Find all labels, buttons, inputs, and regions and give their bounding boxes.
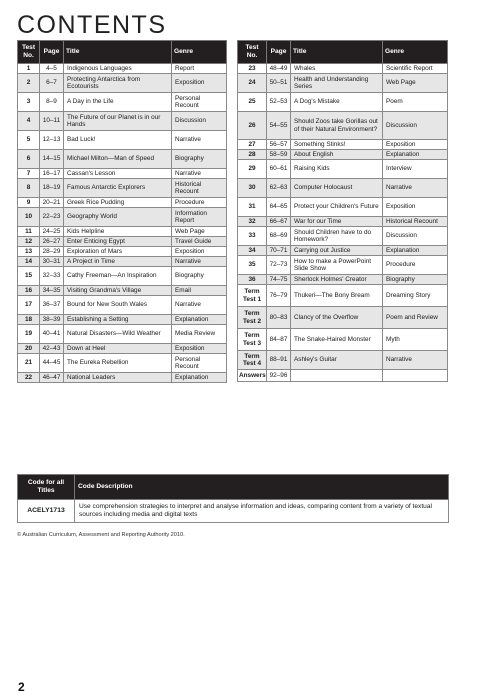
table-row: [18, 247, 227, 257]
table-row: [238, 160, 448, 179]
page-range: 46–47: [40, 373, 64, 383]
code-value: ACELY1713: [18, 500, 75, 523]
row-title: Protect your Children's Future: [291, 198, 383, 217]
row-title: Visiting Grandma's Village: [64, 286, 172, 296]
header-title: Title: [64, 41, 172, 64]
test-number: Answers: [238, 370, 267, 382]
row-genre: Explanation: [172, 315, 227, 325]
row-genre: Personal Recount: [172, 93, 227, 112]
page-range: 24–25: [40, 227, 64, 237]
page-range: 38–39: [40, 315, 64, 325]
page-range: 80–83: [267, 307, 291, 329]
test-number: 19: [18, 325, 40, 344]
row-title: Health and Understanding Series: [291, 74, 383, 93]
test-number: 7: [18, 169, 40, 179]
code-row: [18, 500, 449, 523]
page-range: 84–87: [267, 329, 291, 351]
header-code-description: Code Description: [75, 475, 449, 500]
row-title: Should Children have to do Homework?: [291, 227, 383, 246]
test-number: 32: [238, 217, 267, 227]
row-title: Thukeri—The Bony Bream: [291, 285, 383, 307]
row-title: Bad Luck!: [64, 131, 172, 150]
test-number: 28: [238, 150, 267, 160]
page-range: 56–57: [267, 140, 291, 150]
page-range: 44–45: [40, 354, 64, 373]
header-test-no: Test No.: [238, 41, 267, 64]
page-range: 54–55: [267, 112, 291, 140]
test-number: 3: [18, 93, 40, 112]
page-title: CONTENTS: [17, 11, 167, 39]
test-number: 29: [238, 160, 267, 179]
table-row: [18, 227, 227, 237]
page-range: 72–73: [267, 256, 291, 275]
row-genre: [383, 370, 448, 382]
row-genre: Discussion: [383, 227, 448, 246]
test-number: 20: [18, 344, 40, 354]
row-title: Something Stinks!: [291, 140, 383, 150]
row-title: Sherlock Holmes' Creator: [291, 275, 383, 285]
row-title: Michael Milton—Man of Speed: [64, 150, 172, 169]
table-row: [238, 329, 448, 351]
table-row: [18, 64, 227, 74]
table-row: [18, 286, 227, 296]
test-number: 6: [18, 150, 40, 169]
test-number: 13: [18, 247, 40, 257]
contents-table-left-body: [18, 64, 227, 383]
table-row: [18, 325, 227, 344]
row-genre: Narrative: [172, 257, 227, 267]
test-number: Term Test 4: [238, 351, 267, 370]
row-title: The Future of our Planet is in our Hands: [64, 112, 172, 131]
page-range: 36–37: [40, 296, 64, 315]
row-genre: Procedure: [172, 198, 227, 208]
test-number: 25: [238, 93, 267, 112]
test-number: Term Test 2: [238, 307, 267, 329]
page-range: 66–67: [267, 217, 291, 227]
contents-table-right: [237, 40, 448, 382]
test-number: 10: [18, 208, 40, 227]
page-range: 16–17: [40, 169, 64, 179]
row-title: War for our Time: [291, 217, 383, 227]
row-genre: Poem: [383, 93, 448, 112]
row-genre: Discussion: [383, 112, 448, 140]
table-row: [238, 150, 448, 160]
header-genre: Genre: [172, 41, 227, 64]
table-row: [18, 208, 227, 227]
test-number: 11: [18, 227, 40, 237]
page-range: 52–53: [267, 93, 291, 112]
page-range: 58–59: [267, 150, 291, 160]
row-genre: Web Page: [383, 74, 448, 93]
row-title: How to make a PowerPoint Slide Show: [291, 256, 383, 275]
table-row: [18, 267, 227, 286]
row-title: National Leaders: [64, 373, 172, 383]
table-row: [238, 246, 448, 256]
table-row: [18, 74, 227, 93]
row-title: Cassan's Lesson: [64, 169, 172, 179]
table-row: [238, 93, 448, 112]
row-genre: Email: [172, 286, 227, 296]
table-row: [18, 179, 227, 198]
page-range: 50–51: [267, 74, 291, 93]
page-range: 62–63: [267, 179, 291, 198]
row-title: Raising Kids: [291, 160, 383, 179]
table-row: [18, 169, 227, 179]
contents-table-left: [17, 40, 227, 383]
page-range: 92–96: [267, 370, 291, 382]
page-range: 4–5: [40, 64, 64, 74]
table-row: [238, 256, 448, 275]
test-number: 16: [18, 286, 40, 296]
row-title: Whales: [291, 64, 383, 74]
test-number: 21: [18, 354, 40, 373]
table-row: [238, 370, 448, 382]
row-genre: Historical Recount: [383, 217, 448, 227]
table-row: [238, 74, 448, 93]
test-number: Term Test 1: [238, 285, 267, 307]
row-genre: Report: [172, 64, 227, 74]
row-title: Clancy of the Overflow: [291, 307, 383, 329]
page-number: 2: [18, 680, 25, 694]
copyright-notice: © Australian Curriculum, Assessment and Reporting Authority 2010.: [17, 532, 185, 538]
test-number: 1: [18, 64, 40, 74]
test-number: Term Test 3: [238, 329, 267, 351]
row-title: About English: [291, 150, 383, 160]
row-title: Kids Helpline: [64, 227, 172, 237]
row-genre: Explanation: [383, 246, 448, 256]
row-genre: Poem and Review: [383, 307, 448, 329]
row-title: Bound for New South Wales: [64, 296, 172, 315]
test-number: 36: [238, 275, 267, 285]
page-range: 12–13: [40, 131, 64, 150]
table-row: [238, 275, 448, 285]
row-title: The Snake-Haired Monster: [291, 329, 383, 351]
row-genre: Travel Guide: [172, 237, 227, 247]
page-range: 26–27: [40, 237, 64, 247]
table-row: [18, 112, 227, 131]
row-title: [291, 370, 383, 382]
header-test-no: Test No.: [18, 41, 40, 64]
page-range: 40–41: [40, 325, 64, 344]
row-title: Ashley's Guitar: [291, 351, 383, 370]
row-title: Cathy Freeman—An Inspiration: [64, 267, 172, 286]
page-range: 18–19: [40, 179, 64, 198]
row-genre: Procedure: [383, 256, 448, 275]
header-page: Page: [40, 41, 64, 64]
contents-table-right-body: [238, 64, 448, 382]
row-genre: Narrative: [172, 169, 227, 179]
test-number: 30: [238, 179, 267, 198]
row-genre: Scientific Report: [383, 64, 448, 74]
page-range: 32–33: [40, 267, 64, 286]
table-row: [18, 296, 227, 315]
page-range: 70–71: [267, 246, 291, 256]
table-row: [238, 140, 448, 150]
page-range: 42–43: [40, 344, 64, 354]
page-range: 14–15: [40, 150, 64, 169]
row-title: A Day in the Life: [64, 93, 172, 112]
row-genre: Exposition: [172, 74, 227, 93]
row-genre: Media Review: [172, 325, 227, 344]
header-page: Page: [267, 41, 291, 64]
test-number: 2: [18, 74, 40, 93]
row-genre: Narrative: [383, 351, 448, 370]
row-title: Down at Heel: [64, 344, 172, 354]
row-title: Famous Antarctic Explorers: [64, 179, 172, 198]
test-number: 4: [18, 112, 40, 131]
curriculum-code-table: [17, 474, 449, 523]
row-genre: Web Page: [172, 227, 227, 237]
row-title: Carrying out Justice: [291, 246, 383, 256]
test-number: 24: [238, 74, 267, 93]
row-title: Computer Holocaust: [291, 179, 383, 198]
row-genre: Dreaming Story: [383, 285, 448, 307]
page-range: 10–11: [40, 112, 64, 131]
page-range: 76–79: [267, 285, 291, 307]
row-genre: Discussion: [172, 112, 227, 131]
row-title: Establishing a Setting: [64, 315, 172, 325]
table-row: [238, 285, 448, 307]
row-title: Geography World: [64, 208, 172, 227]
test-number: 15: [18, 267, 40, 286]
table-row: [238, 217, 448, 227]
row-genre: Exposition: [172, 247, 227, 257]
row-genre: Narrative: [383, 179, 448, 198]
row-genre: Biography: [383, 275, 448, 285]
code-description: Use comprehension strategies to interpret and analyse information and ideas, comparing content from a variety of textual sources including media and digital texts: [75, 500, 449, 523]
page-range: 6–7: [40, 74, 64, 93]
row-genre: Exposition: [383, 140, 448, 150]
table-row: [18, 131, 227, 150]
header-genre: Genre: [383, 41, 448, 64]
page-range: 48–49: [267, 64, 291, 74]
row-title: Protecting Antarctica from Ecotourists: [64, 74, 172, 93]
test-number: 23: [238, 64, 267, 74]
table-row: [18, 373, 227, 383]
test-number: 9: [18, 198, 40, 208]
page-range: 28–29: [40, 247, 64, 257]
test-number: 14: [18, 257, 40, 267]
page-range: 8–9: [40, 93, 64, 112]
row-genre: Personal Recount: [172, 354, 227, 373]
page-range: 20–21: [40, 198, 64, 208]
row-title: A Dog's Mistake: [291, 93, 383, 112]
table-row: [18, 344, 227, 354]
row-title: Exploration of Mars: [64, 247, 172, 257]
table-row: [18, 198, 227, 208]
header-code: Code for all Titles: [18, 475, 75, 500]
page-range: 30–31: [40, 257, 64, 267]
page-range: 60–61: [267, 160, 291, 179]
row-title: Indigenous Languages: [64, 64, 172, 74]
test-number: 17: [18, 296, 40, 315]
row-genre: Exposition: [172, 344, 227, 354]
row-genre: Biography: [172, 267, 227, 286]
page-range: 68–69: [267, 227, 291, 246]
table-row: [18, 93, 227, 112]
row-genre: Historical Recount: [172, 179, 227, 198]
row-title: A Project in Time: [64, 257, 172, 267]
row-genre: Interview: [383, 160, 448, 179]
test-number: 35: [238, 256, 267, 275]
page-range: 34–35: [40, 286, 64, 296]
test-number: 18: [18, 315, 40, 325]
row-title: Enter Enticing Egypt: [64, 237, 172, 247]
table-row: [238, 64, 448, 74]
page-range: 22–23: [40, 208, 64, 227]
table-row: [238, 307, 448, 329]
test-number: 8: [18, 179, 40, 198]
header-title: Title: [291, 41, 383, 64]
test-number: 26: [238, 112, 267, 140]
page-range: 88–91: [267, 351, 291, 370]
row-genre: Narrative: [172, 131, 227, 150]
table-row: [18, 354, 227, 373]
test-number: 31: [238, 198, 267, 217]
row-genre: Myth: [383, 329, 448, 351]
test-number: 12: [18, 237, 40, 247]
table-row: [18, 315, 227, 325]
table-row: [238, 198, 448, 217]
test-number: 27: [238, 140, 267, 150]
page-range: 64–65: [267, 198, 291, 217]
table-row: [18, 237, 227, 247]
table-row: [238, 227, 448, 246]
row-title: Greek Rice Pudding: [64, 198, 172, 208]
row-genre: Explanation: [172, 373, 227, 383]
row-genre: Narrative: [172, 296, 227, 315]
row-genre: Exposition: [383, 198, 448, 217]
row-title: Should Zoos take Gorillas out of their Natural Environment?: [291, 112, 383, 140]
row-genre: Biography: [172, 150, 227, 169]
table-row: [18, 150, 227, 169]
table-row: [238, 112, 448, 140]
page-range: 74–75: [267, 275, 291, 285]
test-number: 22: [18, 373, 40, 383]
test-number: 33: [238, 227, 267, 246]
table-row: [18, 257, 227, 267]
test-number: 5: [18, 131, 40, 150]
test-number: 34: [238, 246, 267, 256]
row-title: The Eureka Rebellion: [64, 354, 172, 373]
row-genre: Explanation: [383, 150, 448, 160]
row-title: Natural Disasters—Wild Weather: [64, 325, 172, 344]
row-genre: Information Report: [172, 208, 227, 227]
table-row: [238, 351, 448, 370]
table-row: [238, 179, 448, 198]
